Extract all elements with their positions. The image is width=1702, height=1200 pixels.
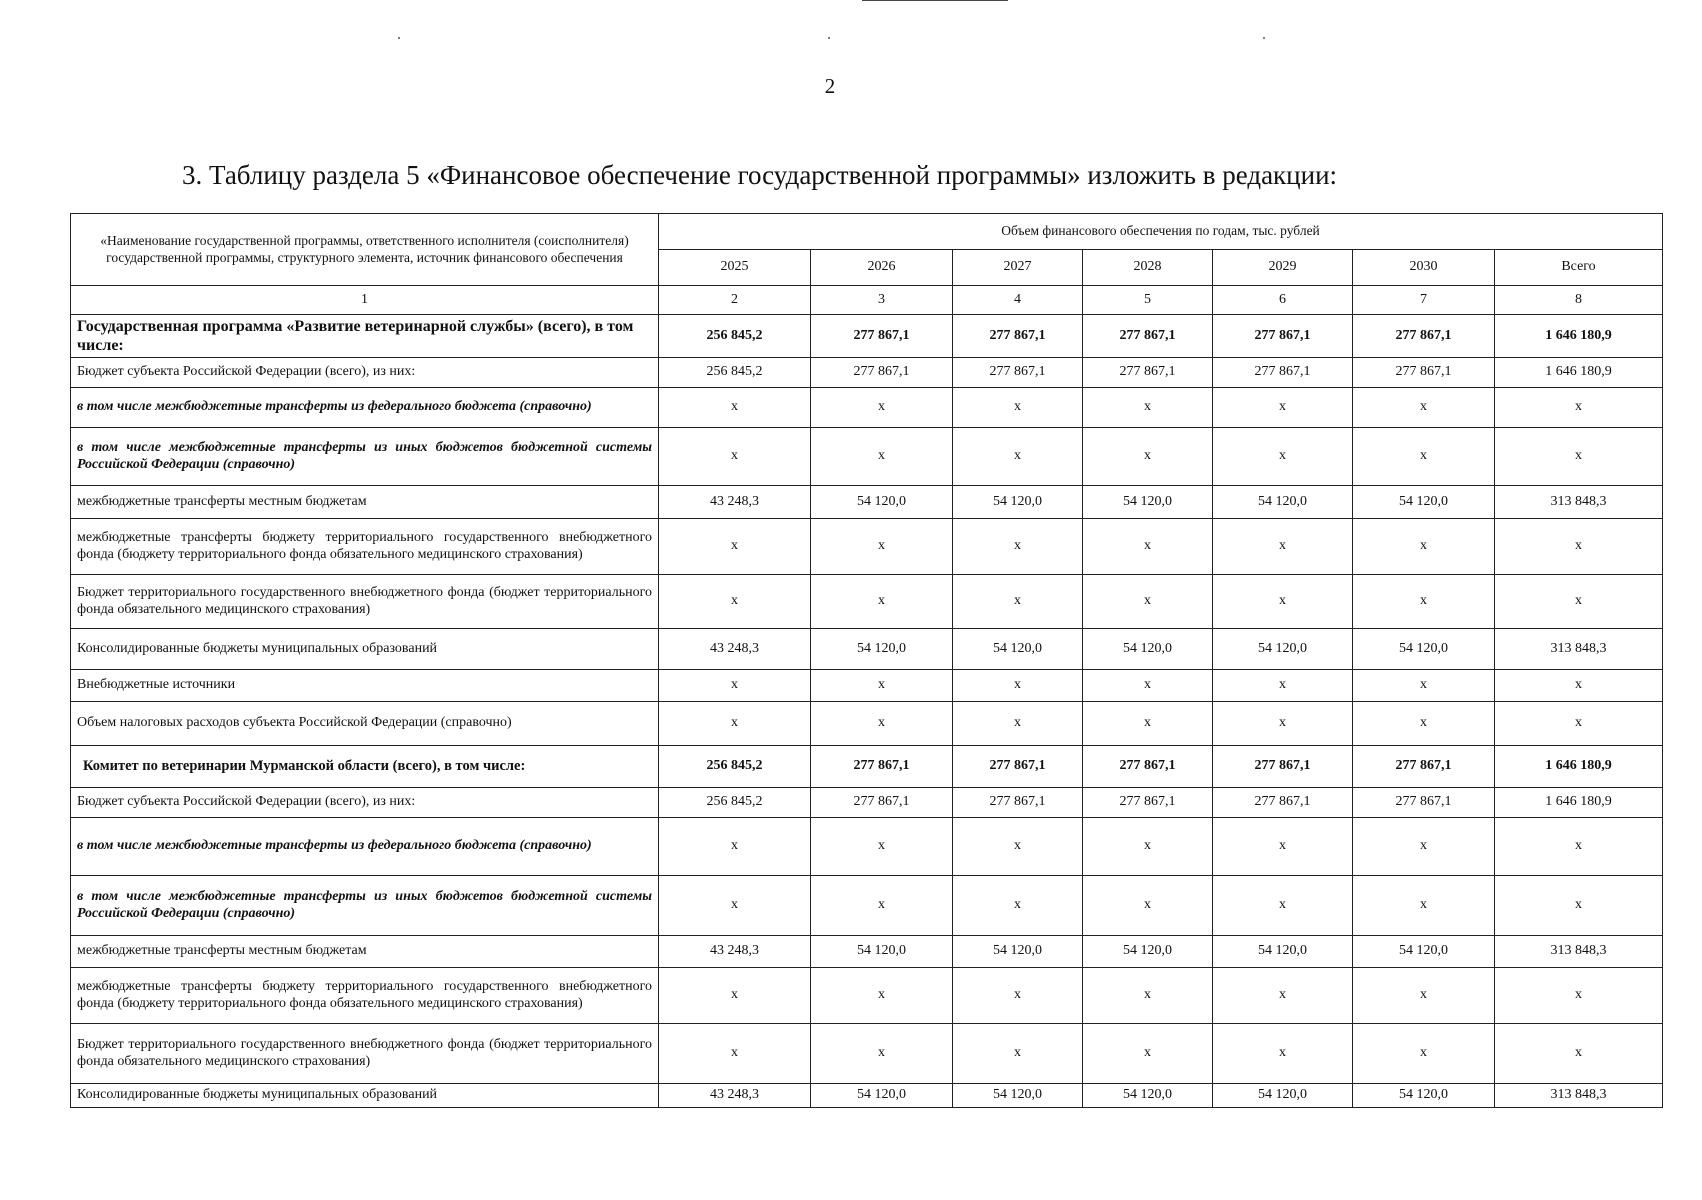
row-value: 277 867,1 — [1213, 315, 1353, 358]
row-value: x — [1083, 876, 1213, 936]
table-row — [71, 428, 1663, 486]
row-value: 54 120,0 — [1083, 1084, 1213, 1108]
row-label: межбюджетные трансферты местным бюджетам — [71, 936, 659, 968]
table-row — [71, 388, 1663, 428]
row-value: x — [811, 818, 953, 876]
row-value: 313 848,3 — [1495, 486, 1663, 519]
scan-dot — [1263, 37, 1265, 39]
row-value: x — [1353, 575, 1495, 629]
column-number: 1 — [71, 286, 659, 315]
row-value: 277 867,1 — [953, 358, 1083, 388]
column-number: 8 — [1495, 286, 1663, 315]
row-value: x — [1083, 388, 1213, 428]
row-value: 54 120,0 — [1353, 486, 1495, 519]
row-value: 313 848,3 — [1495, 936, 1663, 968]
row-value: 1 646 180,9 — [1495, 746, 1663, 788]
row-label: Бюджет субъекта Российской Федерации (всего), из них: — [71, 788, 659, 818]
row-value: 1 646 180,9 — [1495, 788, 1663, 818]
row-value: x — [1495, 702, 1663, 746]
row-value: 256 845,2 — [659, 788, 811, 818]
row-value: 54 120,0 — [811, 486, 953, 519]
column-number: 5 — [1083, 286, 1213, 315]
row-value: x — [811, 388, 953, 428]
row-value: x — [659, 519, 811, 575]
row-value: x — [1353, 388, 1495, 428]
row-value: x — [1083, 670, 1213, 702]
row-value: 256 845,2 — [659, 358, 811, 388]
row-value: x — [1213, 428, 1353, 486]
scan-dot — [828, 37, 830, 39]
row-value: 54 120,0 — [1213, 629, 1353, 670]
financial-table — [70, 213, 1663, 1108]
row-value: 54 120,0 — [1353, 1084, 1495, 1108]
row-label: Комитет по ветеринарии Мурманской области (всего), в том числе: — [71, 746, 659, 788]
row-label: Объем налоговых расходов субъекта Российской Федерации (справочно) — [71, 702, 659, 746]
header-year: 2026 — [811, 250, 953, 286]
row-label: Внебюджетные источники — [71, 670, 659, 702]
table-row — [71, 1024, 1663, 1084]
row-value: 277 867,1 — [1083, 788, 1213, 818]
header-funding-group: Объем финансового обеспечения по годам, тыс. рублей — [659, 214, 1663, 250]
row-value: x — [1353, 1024, 1495, 1084]
row-value: x — [659, 1024, 811, 1084]
row-value: 277 867,1 — [1353, 788, 1495, 818]
row-value: x — [953, 519, 1083, 575]
row-value: x — [953, 428, 1083, 486]
row-value: x — [811, 428, 953, 486]
row-value: 277 867,1 — [811, 315, 953, 358]
top-scan-line — [862, 0, 1008, 1]
row-value: 43 248,3 — [659, 486, 811, 519]
row-value: x — [1213, 575, 1353, 629]
row-value: 313 848,3 — [1495, 629, 1663, 670]
row-value: x — [953, 670, 1083, 702]
row-label: межбюджетные трансферты местным бюджетам — [71, 486, 659, 519]
table-row — [71, 702, 1663, 746]
row-value: x — [811, 1024, 953, 1084]
row-value: x — [1495, 428, 1663, 486]
row-value: x — [953, 575, 1083, 629]
table-row — [71, 876, 1663, 936]
row-value: x — [1213, 1024, 1353, 1084]
row-value: x — [1495, 818, 1663, 876]
header-name-column: «Наименование государственной программы, ответственного исполнителя (соисполнителя) государственной программы, структурного элемента, источник финансового обеспечения — [71, 214, 659, 286]
column-number: 6 — [1213, 286, 1353, 315]
row-label: Бюджет территориального государственного внебюджетного фонда (бюджет территориального фонда обязательного медицинского страхования) — [71, 575, 659, 629]
row-value: x — [811, 670, 953, 702]
header-total: Всего — [1495, 250, 1663, 286]
row-value: x — [1213, 670, 1353, 702]
row-value: x — [659, 968, 811, 1024]
row-value: x — [953, 1024, 1083, 1084]
row-label: Консолидированные бюджеты муниципальных образований — [71, 1084, 659, 1108]
row-value: 277 867,1 — [953, 788, 1083, 818]
row-value: x — [659, 818, 811, 876]
header-row-numbers — [71, 286, 1663, 315]
row-value: x — [953, 968, 1083, 1024]
table-row — [71, 519, 1663, 575]
row-value: x — [1353, 818, 1495, 876]
row-label: межбюджетные трансферты бюджету территориального государственного внебюджетного фонда (бюджету территориального фонда обязательного медицинского страхования) — [71, 519, 659, 575]
row-value: x — [1353, 702, 1495, 746]
row-value: 277 867,1 — [1083, 315, 1213, 358]
row-value: 54 120,0 — [1083, 486, 1213, 519]
row-value: 277 867,1 — [953, 746, 1083, 788]
row-value: x — [1353, 670, 1495, 702]
table-row — [71, 788, 1663, 818]
row-value: x — [1495, 519, 1663, 575]
row-value: 54 120,0 — [953, 486, 1083, 519]
row-value: 54 120,0 — [953, 1084, 1083, 1108]
row-value: x — [811, 575, 953, 629]
row-value: 1 646 180,9 — [1495, 315, 1663, 358]
row-value: 54 120,0 — [1083, 936, 1213, 968]
row-value: 1 646 180,9 — [1495, 358, 1663, 388]
row-value: x — [811, 968, 953, 1024]
table-row — [71, 575, 1663, 629]
row-value: x — [1213, 702, 1353, 746]
column-number: 7 — [1353, 286, 1495, 315]
row-value: x — [1353, 876, 1495, 936]
row-value: x — [1213, 388, 1353, 428]
row-value: 54 120,0 — [1213, 1084, 1353, 1108]
table-row — [71, 670, 1663, 702]
header-year: 2027 — [953, 250, 1083, 286]
row-value: 43 248,3 — [659, 629, 811, 670]
row-value: 277 867,1 — [1083, 358, 1213, 388]
row-value: 277 867,1 — [1353, 315, 1495, 358]
row-value: x — [953, 876, 1083, 936]
row-label: в том числе межбюджетные трансферты из иных бюджетов бюджетной системы Российской Федерации (справочно) — [71, 428, 659, 486]
row-value: x — [1213, 968, 1353, 1024]
row-label: в том числе межбюджетные трансферты из федерального бюджета (справочно) — [71, 818, 659, 876]
row-value: x — [811, 876, 953, 936]
row-value: x — [659, 428, 811, 486]
row-label: в том числе межбюджетные трансферты из иных бюджетов бюджетной системы Российской Федерации (справочно) — [71, 876, 659, 936]
table-row — [71, 358, 1663, 388]
row-label: Государственная программа «Развитие ветеринарной службы» (всего), в том числе: — [71, 315, 659, 358]
row-value: 54 120,0 — [953, 629, 1083, 670]
row-value: 54 120,0 — [1213, 936, 1353, 968]
row-value: x — [1495, 876, 1663, 936]
row-value: 277 867,1 — [1083, 746, 1213, 788]
row-value: 277 867,1 — [953, 315, 1083, 358]
row-label: Бюджет субъекта Российской Федерации (всего), из них: — [71, 358, 659, 388]
row-value: x — [1083, 428, 1213, 486]
table-row — [71, 486, 1663, 519]
section-heading: 3. Таблицу раздела 5 «Финансовое обеспечение государственной программы» изложить в редакции: — [182, 160, 1338, 190]
row-value: x — [953, 818, 1083, 876]
row-value: 54 120,0 — [1353, 629, 1495, 670]
row-value: 277 867,1 — [811, 746, 953, 788]
column-number: 3 — [811, 286, 953, 315]
row-value: x — [1495, 1024, 1663, 1084]
scan-dot — [398, 37, 400, 39]
row-value: 43 248,3 — [659, 1084, 811, 1108]
page-number: 2 — [824, 74, 836, 98]
row-value: x — [953, 702, 1083, 746]
row-value: 54 120,0 — [1213, 486, 1353, 519]
row-value: 277 867,1 — [1353, 746, 1495, 788]
row-label: Бюджет территориального государственного внебюджетного фонда (бюджет территориального фонда обязательного медицинского страхования) — [71, 1024, 659, 1084]
row-value: x — [1353, 519, 1495, 575]
row-value: 256 845,2 — [659, 746, 811, 788]
row-value: 54 120,0 — [811, 1084, 953, 1108]
table-row — [71, 968, 1663, 1024]
row-value: x — [1083, 519, 1213, 575]
row-value: 256 845,2 — [659, 315, 811, 358]
table-row — [71, 315, 1663, 358]
row-value: 277 867,1 — [811, 788, 953, 818]
row-value: x — [659, 702, 811, 746]
row-label: в том числе межбюджетные трансферты из федерального бюджета (справочно) — [71, 388, 659, 428]
row-value: x — [659, 575, 811, 629]
table-row — [71, 936, 1663, 968]
row-value: 43 248,3 — [659, 936, 811, 968]
row-value: x — [811, 702, 953, 746]
header-year: 2029 — [1213, 250, 1353, 286]
row-value: x — [1213, 519, 1353, 575]
header-year: 2028 — [1083, 250, 1213, 286]
table-row — [71, 1084, 1663, 1108]
row-value: x — [659, 876, 811, 936]
row-value: 277 867,1 — [1213, 358, 1353, 388]
row-value: x — [1083, 702, 1213, 746]
row-value: 54 120,0 — [811, 629, 953, 670]
row-value: x — [1083, 968, 1213, 1024]
row-value: 313 848,3 — [1495, 1084, 1663, 1108]
table-row — [71, 746, 1663, 788]
row-value: x — [1495, 388, 1663, 428]
row-label: Консолидированные бюджеты муниципальных образований — [71, 629, 659, 670]
row-value: 277 867,1 — [1213, 746, 1353, 788]
row-value: x — [811, 519, 953, 575]
row-value: x — [1495, 968, 1663, 1024]
header-year: 2030 — [1353, 250, 1495, 286]
row-value: x — [1353, 968, 1495, 1024]
row-value: x — [1495, 575, 1663, 629]
row-value: x — [1083, 575, 1213, 629]
row-value: 54 120,0 — [1083, 629, 1213, 670]
row-value: x — [1083, 818, 1213, 876]
row-value: 277 867,1 — [811, 358, 953, 388]
row-value: 54 120,0 — [1353, 936, 1495, 968]
header-row-group — [71, 214, 1663, 250]
header-year: 2025 — [659, 250, 811, 286]
column-number: 2 — [659, 286, 811, 315]
column-number: 4 — [953, 286, 1083, 315]
row-value: 277 867,1 — [1213, 788, 1353, 818]
table-row — [71, 818, 1663, 876]
row-value: x — [1083, 1024, 1213, 1084]
row-value: x — [1353, 428, 1495, 486]
row-value: x — [1213, 876, 1353, 936]
row-value: x — [953, 388, 1083, 428]
row-value: x — [1213, 818, 1353, 876]
row-value: 54 120,0 — [811, 936, 953, 968]
row-label: межбюджетные трансферты бюджету территориального государственного внебюджетного фонда (бюджету территориального фонда обязательного медицинского страхования) — [71, 968, 659, 1024]
row-value: x — [1495, 670, 1663, 702]
row-value: 54 120,0 — [953, 936, 1083, 968]
row-value: x — [659, 388, 811, 428]
row-value: x — [659, 670, 811, 702]
row-value: 277 867,1 — [1353, 358, 1495, 388]
table-row — [71, 629, 1663, 670]
